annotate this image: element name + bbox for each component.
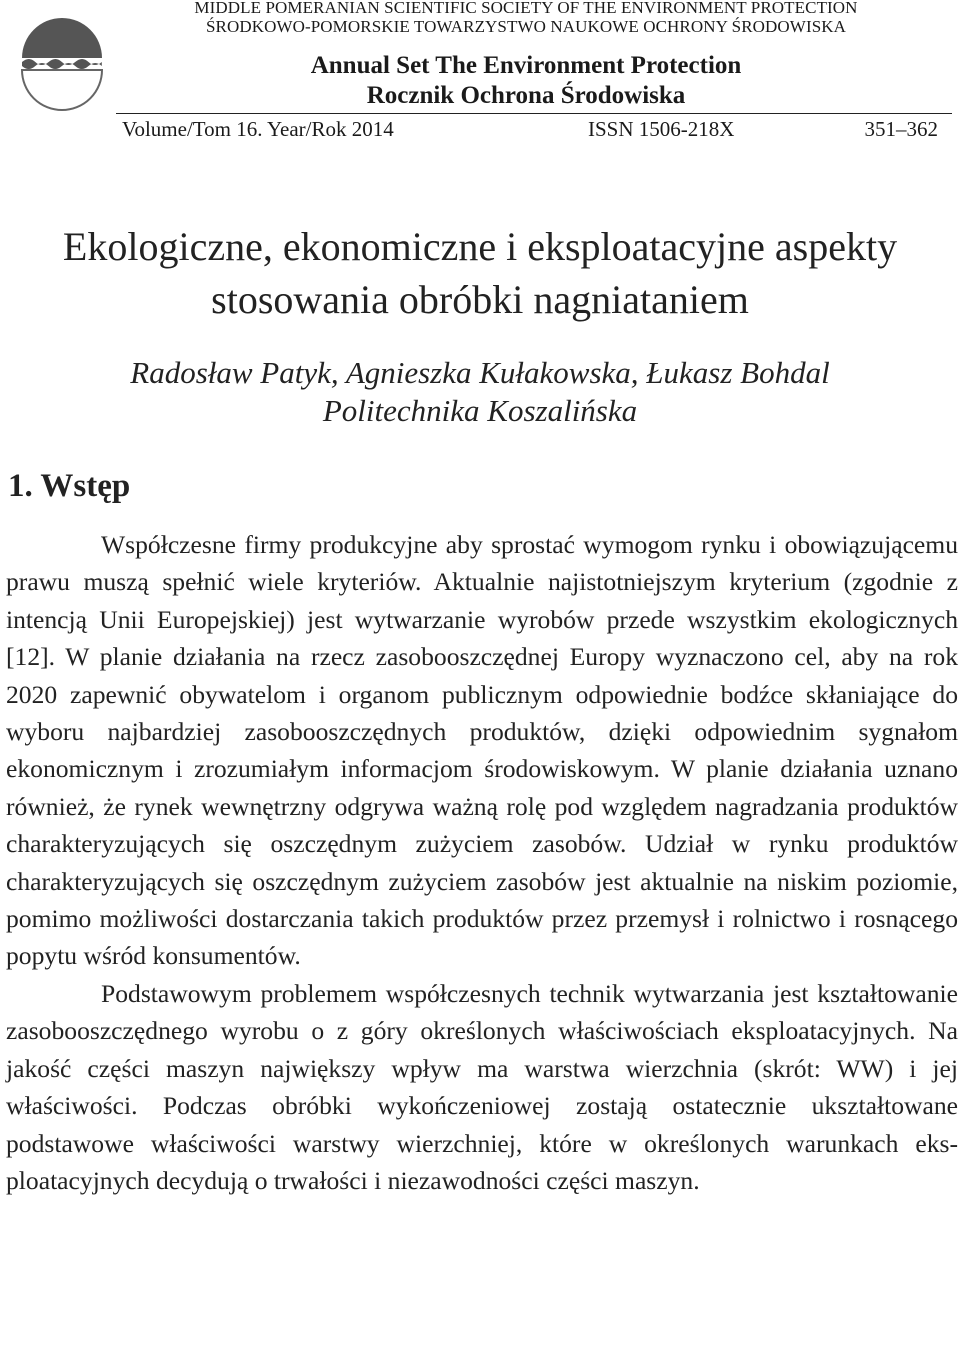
volume-year: Volume/Tom 16. Year/Rok 2014	[122, 117, 394, 141]
paragraph: Podstawowym problemem współczesnych technik wytwarzania jest kształtowanie zasobooszczędnego wyrobu o z góry określonych właściwościach eksploatacyjnych. Na jakość części maszyn największy wpływ ma warstwa wierzchnia (skrót: WW) i jej właściwości. Podczas obróbki wykończeniowej zostają ostatecznie ukształtowane podstawowe właściwości warstwy wierzchniej, które w określonych warunkach eksploatacyjnych decydują o trwałości i niezawodności części maszyn.	[6, 978, 958, 1195]
society-name-en: MIDDLE POMERANIAN SCIENTIFIC SOCIETY OF THE ENVIRONMENT PROTECTION	[194, 0, 858, 17]
paragraph: Współczesne firmy produkcyjne aby sprostać wymogom rynku i obowiązującemu prawu muszą spełnić wiele kryteriów. Aktualnie najistotniejszym kryterium (zgodnie z intencją Unii Europejskiej) jest wytwarzanie wyrobów przede wszystkim ekologicznych [12]. W planie działania na rzecz zasobooszczędnej Europy wyznaczono cel, aby na rok 2020 zapewnić obywatelom i organom publicznym odpowiednie bodźce skłaniające do wyboru najbardziej zasobooszczędnych produktów, dzięki odpowiednim sygnałom ekonomicznym i zrozumiałym informacjom środowiskowym. W planie działania uznano również, że rynek wewnętrzny odgrywa ważną rolę pod względem nagradzania produktów charakteryzujących się oszczędnym zużyciem zasobów. Udział w rynku produktów charakteryzujących się oszczędnym zużyciem zasobów jest aktualnie na niskim poziomie, pomimo możliwości dostarczania takich produktów przez przemysł i rolnictwo i rosnącego popytu wśród konsumentów.	[6, 530, 958, 971]
journal-title-en: Annual Set The Environment Protection	[310, 52, 742, 79]
header-divider	[116, 113, 952, 114]
journal-title-pl: Rocznik Ochrona Środowiska	[366, 82, 686, 109]
issue-info	[116, 117, 938, 147]
affiliation: Politechnika Koszalińska	[322, 393, 638, 428]
section-body	[6, 526, 958, 1199]
society-logo-icon	[16, 6, 108, 114]
article-title-line-2: stosowania obróbki nagniataniem	[211, 277, 749, 322]
society-name-pl: ŚRODKOWO-POMORSKIE TOWARZYSTWO NAUKOWE OCHRONY ŚRODOWISKA	[205, 17, 847, 36]
article-title-line-1: Ekologiczne, ekonomiczne i eksploatacyjne aspekty	[62, 224, 898, 269]
author-block	[0, 354, 960, 430]
article-title	[0, 220, 960, 326]
author-names: Radosław Patyk, Agnieszka Kułakowska, Łukasz Bohdal	[130, 355, 830, 390]
page-range: 351–362	[864, 117, 938, 141]
section-heading: 1. Wstęp	[8, 468, 131, 504]
issn: ISSN 1506-218X	[588, 117, 735, 141]
